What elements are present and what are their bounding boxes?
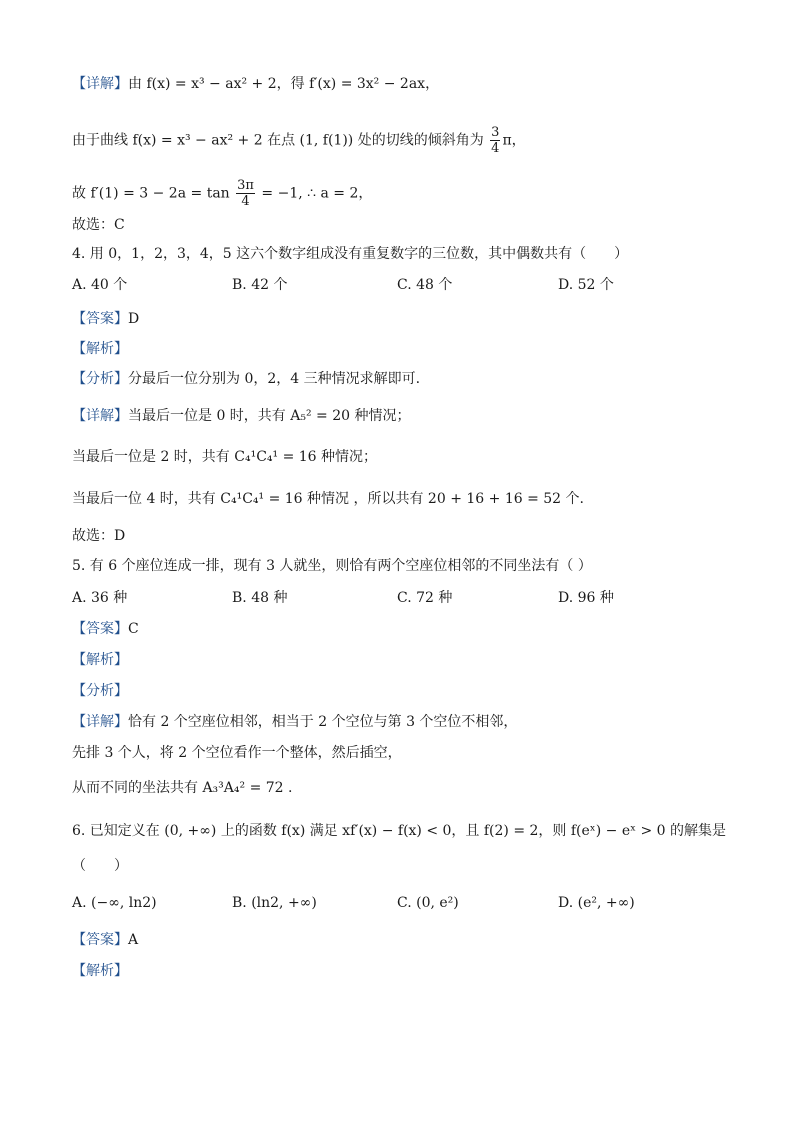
text-line-l18 (72, 682, 128, 700)
text-line-l13 (72, 527, 125, 545)
option-q6-A: A. (−∞, ln2) (72, 895, 157, 911)
section-tag: 【解析】 (72, 341, 128, 357)
section-tag: 【解析】 (72, 652, 128, 668)
text-line-l19 (72, 713, 517, 731)
text-line-l22 (72, 822, 726, 840)
line-text: 由 f(x) = x³ − ax² + 2，得 f′(x) = 3x² − 2ax， (128, 76, 440, 92)
text-line-l26 (72, 962, 128, 980)
text-line-l4 (72, 216, 125, 234)
line-text: D (128, 311, 140, 327)
text-line-l16 (72, 620, 139, 638)
text-line-l8 (72, 340, 128, 358)
text-line-l3 (72, 178, 372, 209)
text-line-l7 (72, 310, 139, 328)
option-q4-C: C. 48 个 (397, 277, 453, 293)
line-text: 从而不同的坐法共有 A₃³A₄² = 72 . (72, 780, 293, 796)
text-line-l9 (72, 370, 420, 388)
option-q4-D: D. 52 个 (558, 277, 614, 293)
line-text: 由于曲线 f(x) = x³ − ax² + 2 在点 (1, f(1)) 处的切线的倾斜角为 (72, 132, 489, 149)
line-text: 当最后一位是 2 时，共有 C₄¹C₄¹ = 16 种情况； (72, 449, 378, 465)
line-text-after: π， (502, 132, 526, 149)
line-text: 5. 有 6 个座位连成一排，现有 3 人就坐，则恰有两个空座位相邻的不同坐法有（ ） (72, 558, 592, 574)
option-q5-A: A. 36 种 (72, 590, 128, 606)
section-tag: 【详解】 (72, 408, 128, 424)
fraction-denominator: 4 (241, 194, 250, 209)
line-text: 先排 3 个人，将 2 个空位看作一个整体，然后插空， (72, 745, 402, 761)
option-q6-C: C. (0, e²) (397, 895, 459, 911)
line-text: 4. 用 0，1，2，3，4，5 这六个数字组成没有重复数字的三位数，其中偶数共有（ ） (72, 246, 629, 262)
section-tag: 【答案】 (72, 311, 128, 327)
line-text: 恰有 2 个空座位相邻，相当于 2 个空位与第 3 个空位不相邻， (128, 714, 518, 730)
fraction-numerator: 3π (237, 178, 254, 193)
option-q4-B: B. 42 个 (232, 277, 288, 293)
fraction-denominator: 4 (491, 141, 500, 156)
text-line-l12 (72, 490, 584, 508)
section-tag: 【详解】 (72, 76, 128, 92)
section-tag: 【解析】 (72, 963, 128, 979)
text-line-l5 (72, 245, 628, 263)
line-text-after: = −1, ∴ a = 2， (256, 185, 373, 202)
fraction (490, 125, 500, 156)
section-tag: 【详解】 (72, 714, 128, 730)
section-tag: 【答案】 (72, 932, 128, 948)
option-q6-B: B. (ln2, +∞) (232, 895, 317, 911)
line-text: （ ） (72, 858, 128, 874)
text-line-l14 (72, 557, 592, 575)
text-line-l21 (72, 779, 292, 797)
option-q6-D: D. (e², +∞) (558, 895, 635, 911)
line-text: A (128, 932, 139, 948)
option-q5-B: B. 48 种 (232, 590, 288, 606)
option-q4-A: A. 40 个 (72, 277, 128, 293)
fraction-numerator: 3 (491, 125, 500, 140)
section-tag: 【分析】 (72, 371, 128, 387)
line-text: 分最后一位分别为 0，2，4 三种情况求解即可. (128, 371, 421, 387)
text-line-l23 (72, 857, 128, 875)
option-q5-D: D. 96 种 (558, 590, 614, 606)
text-line-l17 (72, 651, 128, 669)
text-line-l20 (72, 744, 402, 762)
text-line-l25 (72, 931, 138, 949)
line-text: 故选：C (72, 217, 125, 233)
line-text: 当最后一位 4 时，共有 C₄¹C₄¹ = 16 种情况 ，所以共有 20 + 16 + 16 = 52 个. (72, 491, 584, 507)
text-line-l1 (72, 75, 439, 93)
line-text: 当最后一位是 0 时，共有 A₅² = 20 种情况； (128, 408, 411, 424)
section-tag: 【分析】 (72, 683, 128, 699)
text-line-l10 (72, 407, 411, 425)
text-line-l11 (72, 448, 377, 466)
line-text: 故选：D (72, 528, 126, 544)
line-text: 6. 已知定义在 (0, +∞) 上的函数 f(x) 满足 xf′(x) − f(x) < 0，且 f(2) = 2，则 f(eˣ) − eˣ > 0 的解集是 (72, 823, 727, 839)
line-text: C (128, 621, 139, 637)
option-q5-C: C. 72 种 (397, 590, 453, 606)
line-text: 故 f′(1) = 3 − 2a = tan (72, 185, 235, 202)
section-tag: 【答案】 (72, 621, 128, 637)
text-line-l2 (72, 125, 526, 156)
fraction (236, 178, 255, 209)
